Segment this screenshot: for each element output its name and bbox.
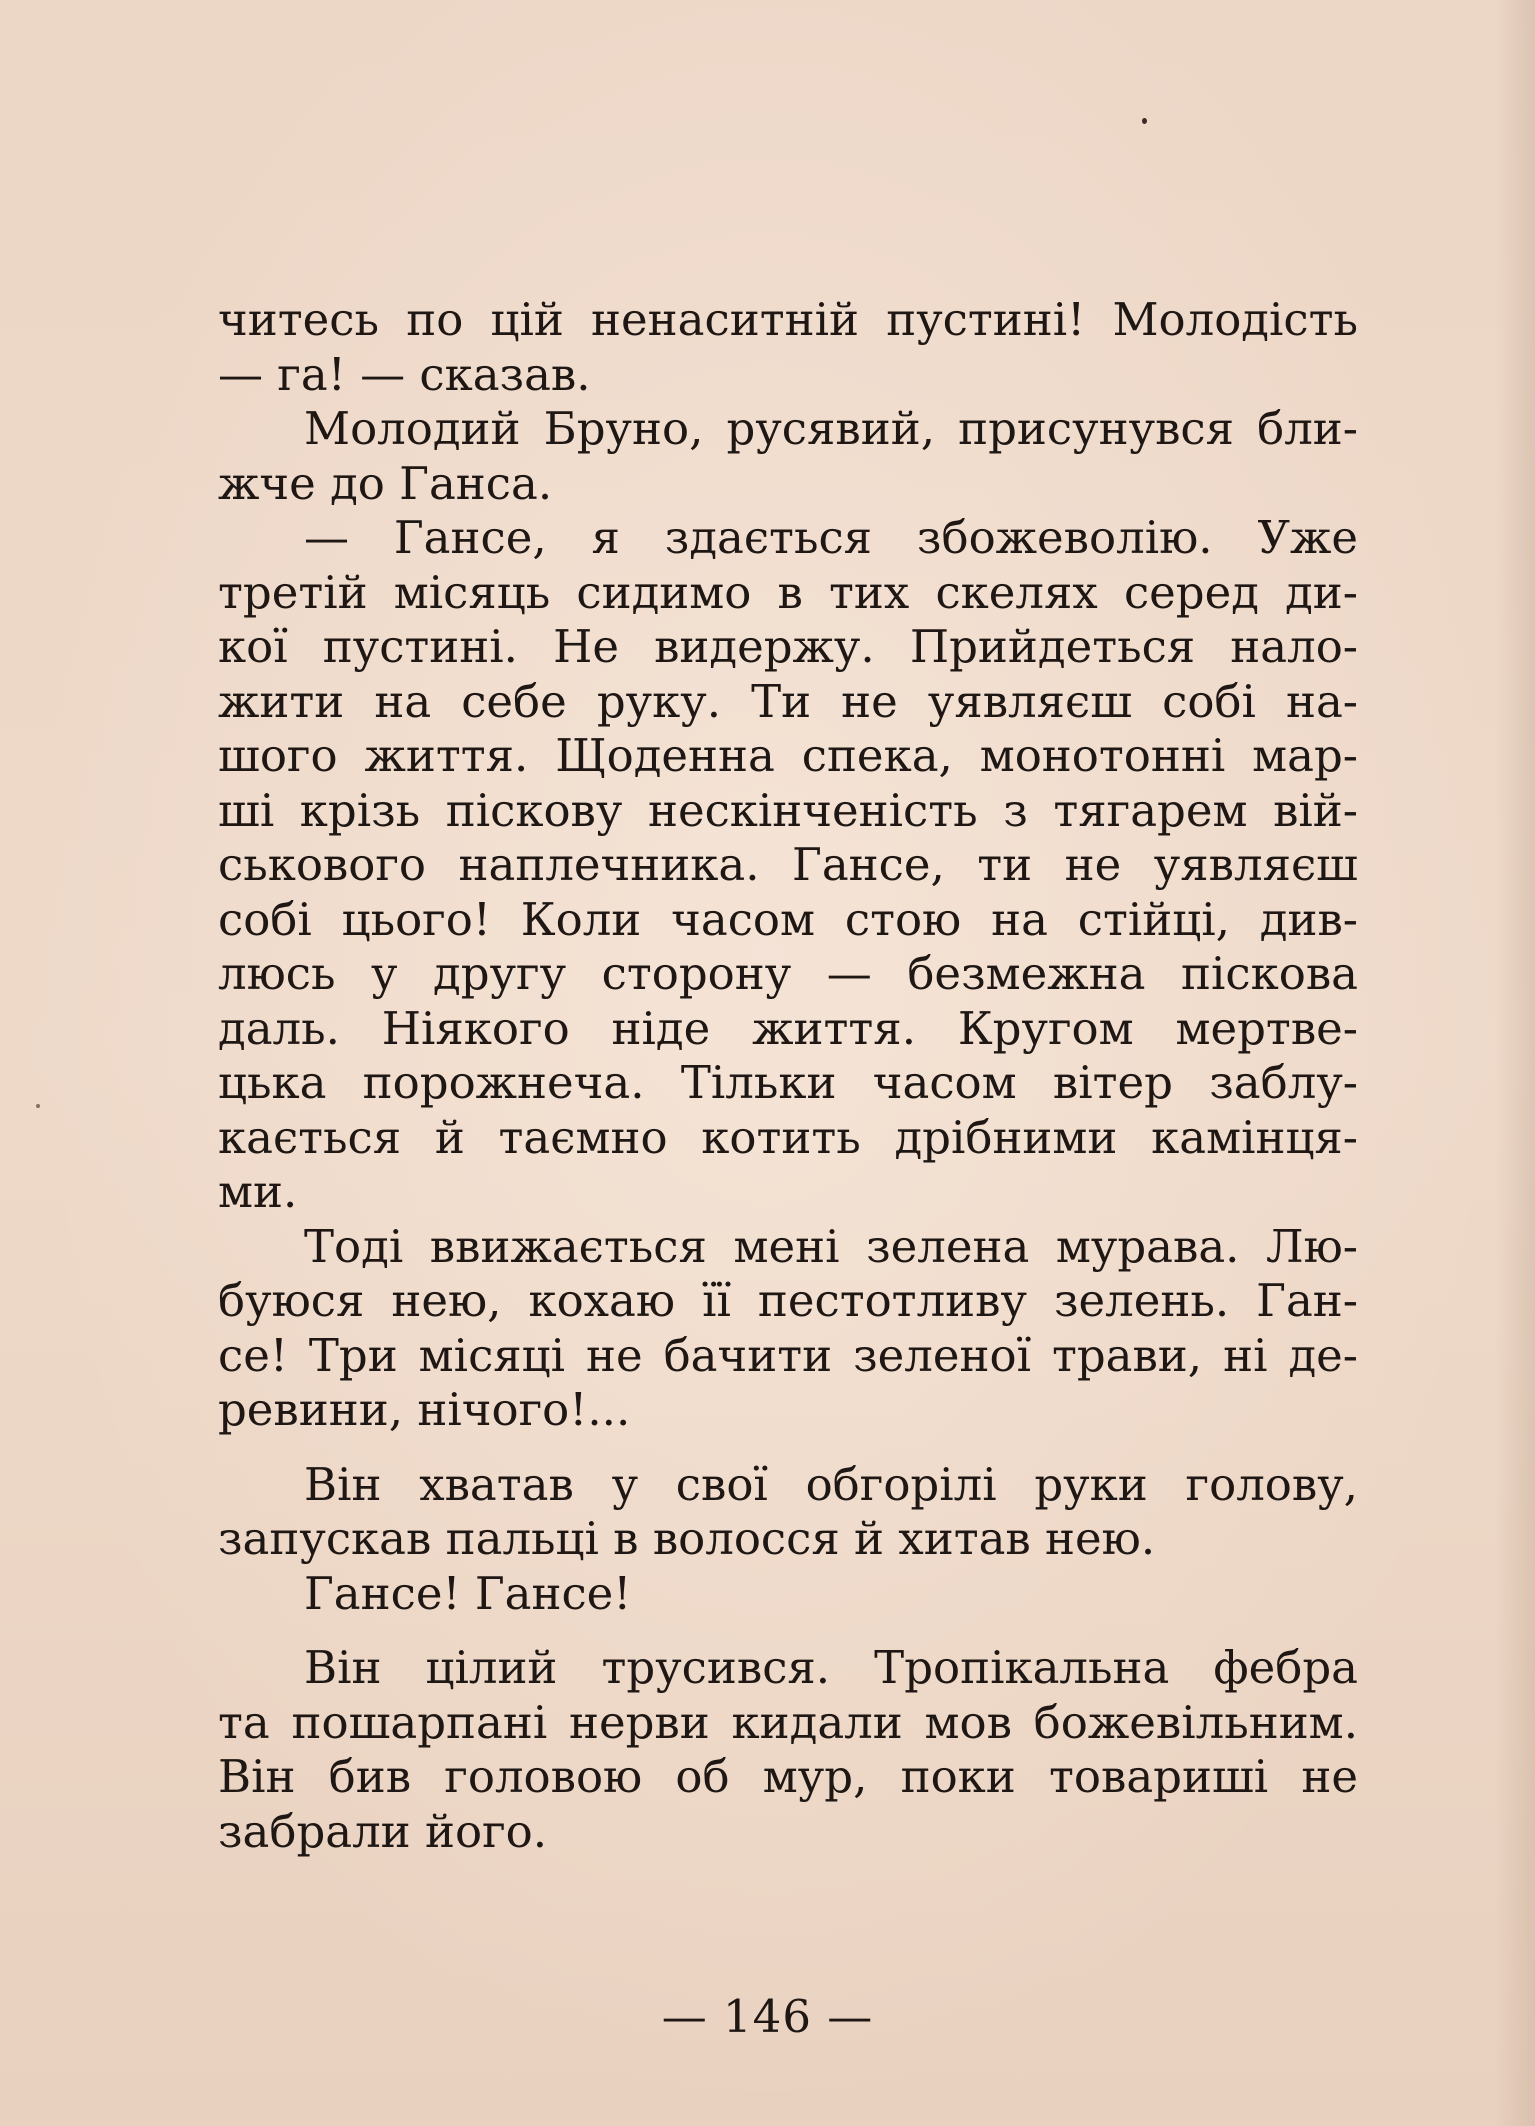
text-line: Молодий Бруно, русявий, присунувся бли- <box>304 402 1358 455</box>
text-line: Він бив головою об мур, поки товариші не <box>218 1750 1358 1803</box>
text-line: кої пустині. Не видержу. Прийдеться нало- <box>218 620 1358 673</box>
text-line: — га! — сказав. <box>218 347 591 401</box>
text-line: кається й таємно котить дрібними камінця- <box>218 1110 1358 1164</box>
paragraph-gap <box>218 1621 1358 1641</box>
page-number: — 146 — <box>661 1990 874 2043</box>
page-edge-shadow <box>1495 0 1535 2126</box>
text-line: ськового наплечника. Гансе, ти не уявляєш <box>218 838 1358 891</box>
text-line: Гансе! Гансе! <box>304 1566 632 1620</box>
text-line: читесь по цій ненаситній пустині! Молодість <box>218 293 1358 346</box>
text-line: — Гансе, я здається збожеволію. Уже <box>304 511 1358 564</box>
paragraph-gap <box>218 1438 1358 1458</box>
text-line: буюся нею, кохаю її пестотливу зелень. Ган- <box>218 1274 1358 1327</box>
text-line: шого життя. Щоденна спека, монотонні мар- <box>218 729 1358 782</box>
text-line: ревини, нічого!... <box>218 1383 631 1436</box>
text-line: Він хватав у свої обгорілі руки голову, <box>304 1457 1358 1511</box>
text-line: Він цілий трусився. Тропікальна фебра <box>304 1641 1358 1694</box>
paper-speck <box>36 1104 40 1108</box>
text-line: запускав пальці в волосся й хитав нею. <box>218 1512 1156 1565</box>
text-line: ші крізь піскову нескінченість з тягарем вій- <box>218 783 1358 837</box>
text-line: ми. <box>218 1165 298 1218</box>
text-line: люсь у другу сторону — безмежна піскова <box>218 947 1358 1000</box>
text-line: жче до Ганса. <box>218 456 553 510</box>
paper-speck <box>1142 118 1147 124</box>
text-line: та пошарпані нерви кидали мов божевільним. <box>218 1695 1358 1749</box>
body-text <box>218 293 1358 1859</box>
text-line: Тоді ввижається мені зелена мурава. Лю- <box>304 1219 1358 1273</box>
text-line: собі цього! Коли часом стою на стійці, див- <box>218 892 1358 946</box>
text-line: даль. Ніякого ніде життя. Кругом мертве- <box>218 1001 1358 1055</box>
text-line: третій місяць сидимо в тих скелях серед ди- <box>218 565 1358 619</box>
text-line: се! Три місяці не бачити зеленої трави, ні де- <box>218 1328 1358 1382</box>
text-line: забрали його. <box>218 1804 548 1858</box>
text-line: цька порожнеча. Тільки часом вітер заблу- <box>218 1056 1358 1109</box>
text-line: жити на себе руку. Ти не уявляєш собі на- <box>218 674 1358 728</box>
